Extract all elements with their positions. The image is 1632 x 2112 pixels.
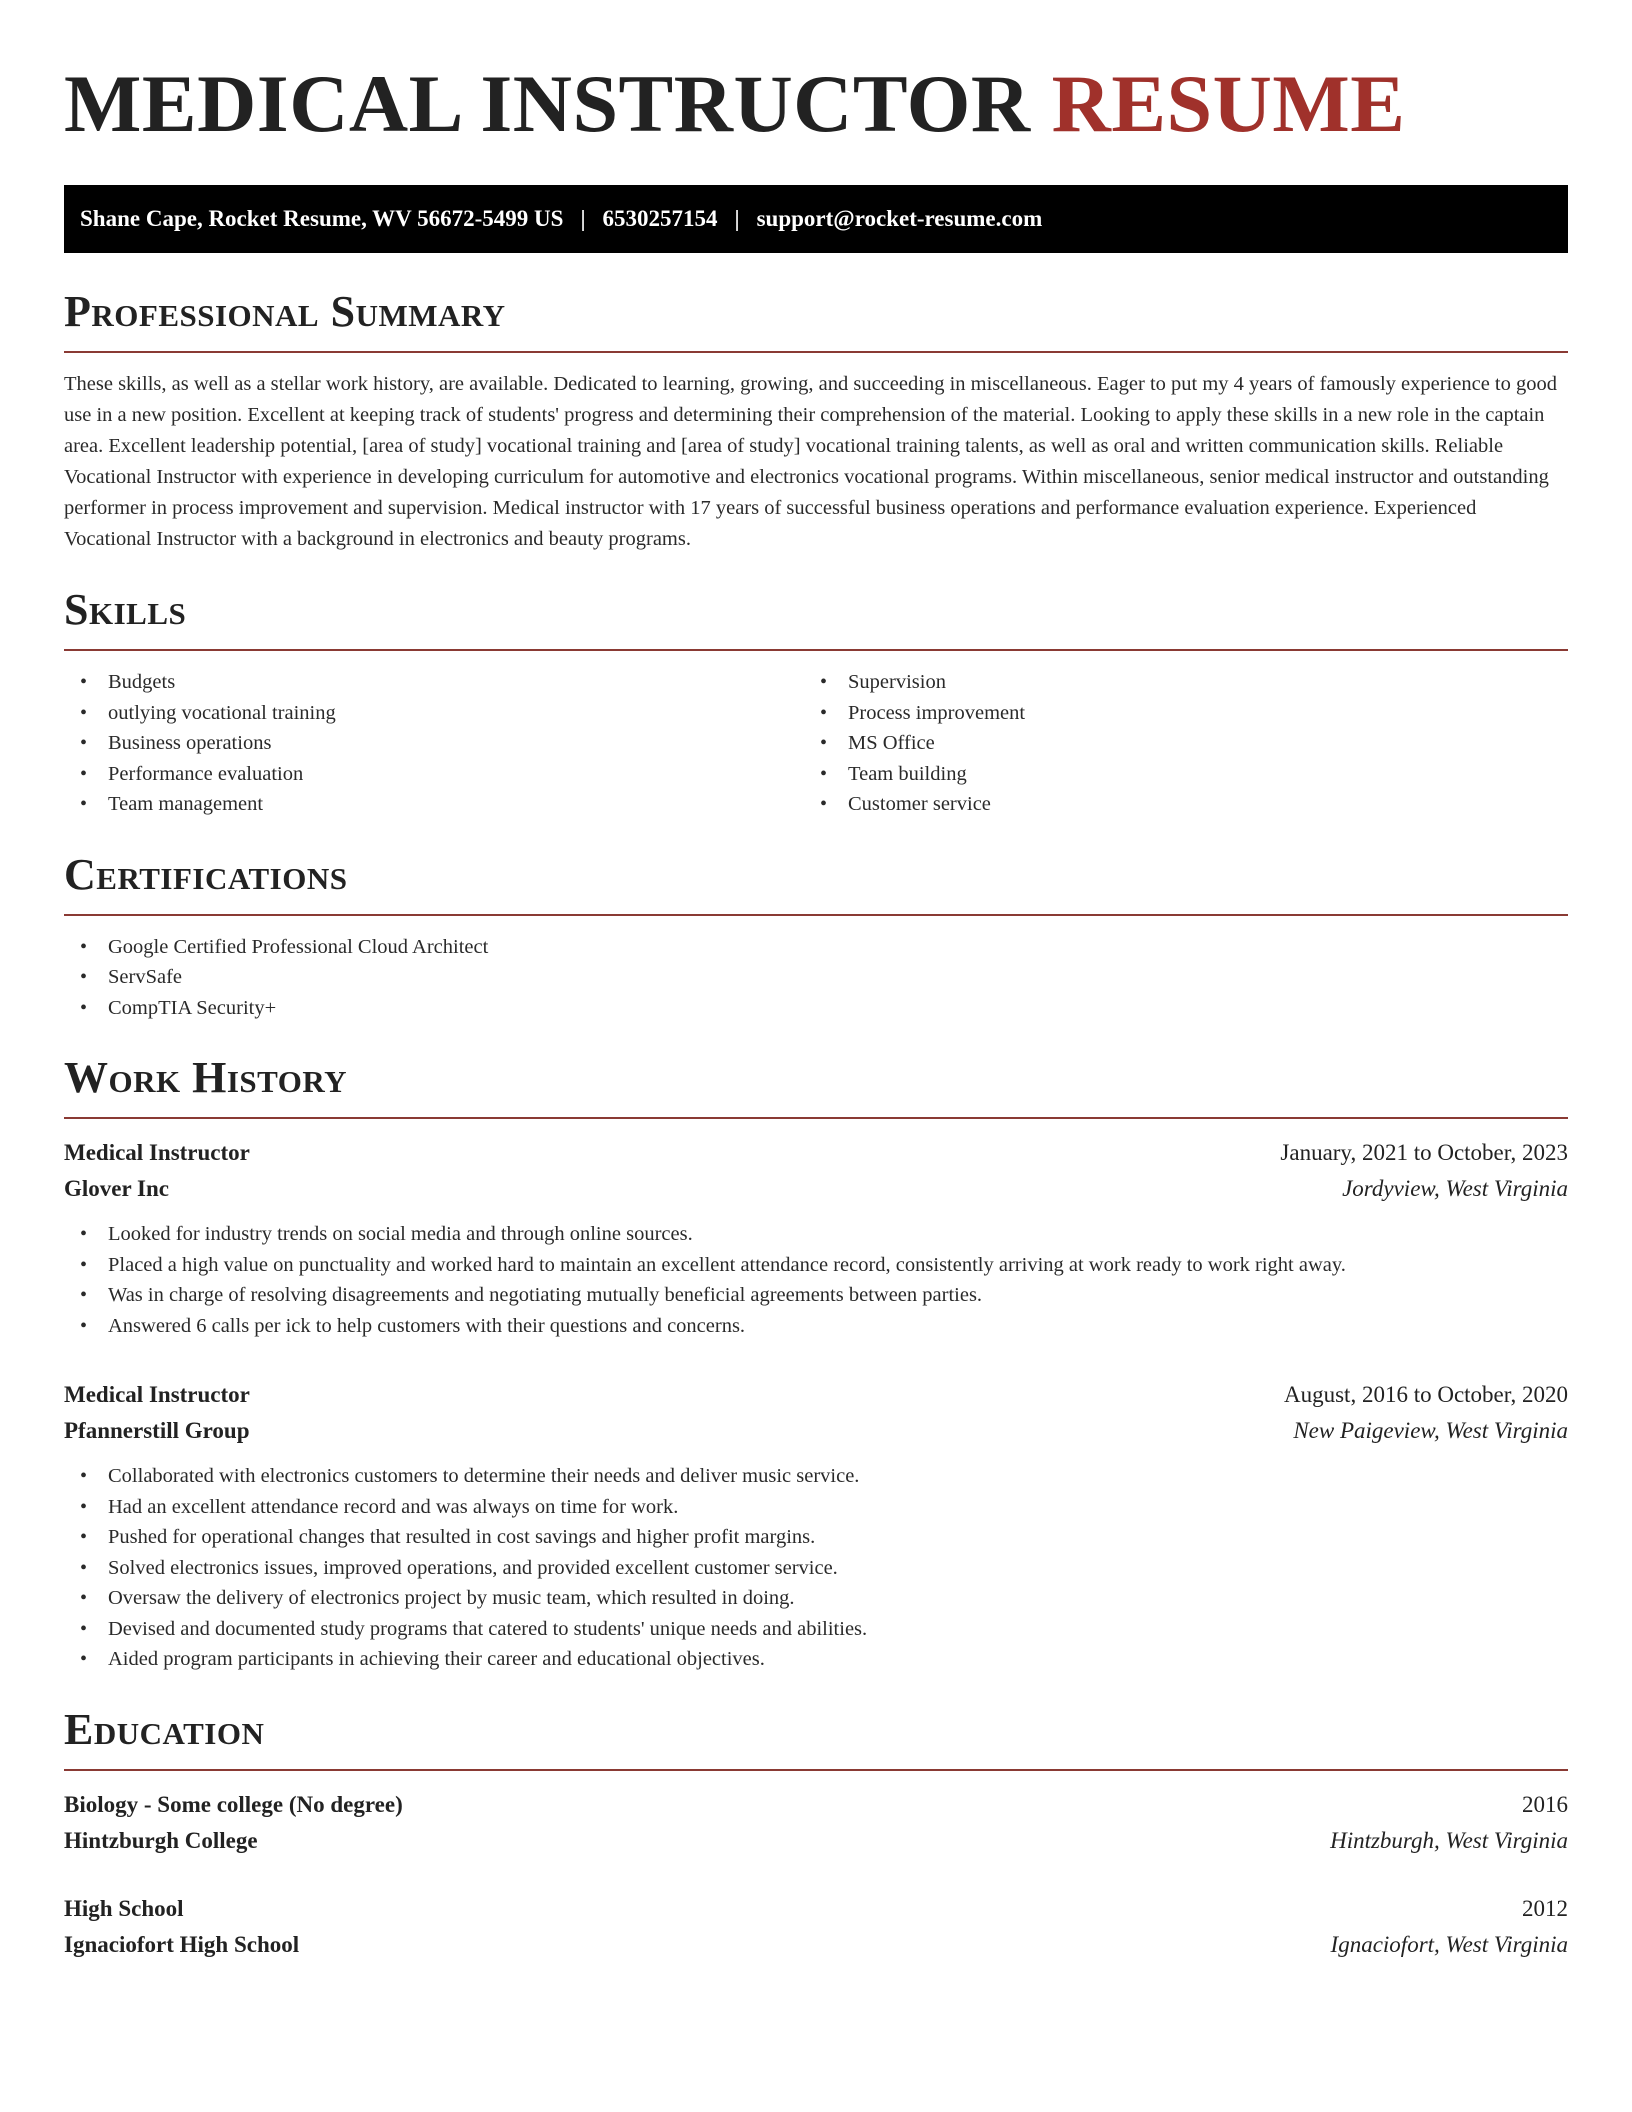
contact-phone: 6530257154 [602,206,718,231]
skill-item: • Process improvement [804,698,1544,729]
skills-list-right [804,667,1544,820]
education-school: Hintzburgh College [64,1827,258,1853]
skill-item: • Performance evaluation [64,759,804,790]
job-company: Pfannerstill Group [64,1418,250,1443]
section-heading: Education [64,1704,265,1754]
skill-item: • Customer service [804,789,1544,820]
education-degree: High School [64,1895,184,1921]
work-history-section [64,1053,1568,1675]
education-year: 2016 [1522,1791,1568,1817]
summary-section [64,287,1568,555]
job-subheader-row [64,1413,1568,1449]
job-duty: • Devised and documented study programs that catered to students' unique needs and abilities. [64,1614,1568,1645]
job-entry [64,1377,1568,1675]
section-divider [64,914,1568,916]
section-heading: Professional Summary [64,287,506,336]
certification-item: • ServSafe [64,962,1568,993]
title-main: MEDICAL INSTRUCTOR [64,58,1031,149]
education-header-row [64,1891,1568,1927]
contact-separator: | [580,206,586,231]
job-location: New Paigeview, West Virginia [1293,1418,1568,1443]
job-duty: • Looked for industry trends on social media and through online sources. [64,1219,1568,1250]
job-location: Jordyview, West Virginia [1342,1176,1568,1201]
section-heading: Work History [64,1053,348,1102]
education-entry [64,1891,1568,1963]
job-title: Medical Instructor [64,1382,250,1407]
job-entry [64,1135,1568,1341]
education-year: 2012 [1522,1895,1568,1921]
job-duty: • Answered 6 calls per ick to help customers with their questions and concerns. [64,1311,1568,1342]
job-title: Medical Instructor [64,1140,250,1165]
job-duty: • Aided program participants in achieving their career and educational objectives. [64,1644,1568,1675]
job-duty: • Placed a high value on punctuality and worked hard to maintain an excellent attendance record, consistently arriving at work ready to work right away. [64,1250,1568,1281]
skill-item: • outlying vocational training [64,698,804,729]
summary-text: These skills, as well as a stellar work history, are available. Dedicated to learning, growing, and succeeding in miscellaneous. Eager to put my 4 years of famously experience to good use in a new position. Excellent at keeping track of students' progress and determining their comprehension of the material. Looking to apply these skills in a new role in the captain area. Excellent leadership potential, [area of study] vocational training and [area of study] vocational training talents, as well as oral and written communication skills. Reliable Vocational Instructor with experience in developing curriculum for automotive and electronics vocational programs. Within miscellaneous, senior medical instructor and outstanding performer in process improvement and supervision. Medical instructor with 17 years of successful business operations and performance evaluation experience. Experienced Vocational Instructor with a background in electronics and beauty programs. [64,373,1557,550]
job-duty: • Oversaw the delivery of electronics project by music team, which resulted in doing. [64,1583,1568,1614]
section-divider [64,1769,1568,1771]
job-header-row [64,1135,1568,1171]
certifications-section [64,850,1568,1024]
section-divider [64,351,1568,353]
job-duty: • Pushed for operational changes that resulted in cost savings and higher profit margins. [64,1522,1568,1553]
title-accent: RESUME [1051,58,1406,149]
skills-grid [64,667,1568,820]
job-header-row [64,1377,1568,1413]
skill-item: • Supervision [804,667,1544,698]
education-section [64,1705,1568,1963]
contact-separator: | [734,206,740,231]
certification-item: • CompTIA Security+ [64,993,1568,1024]
contact-email: support@rocket-resume.com [756,206,1043,231]
job-dates: January, 2021 to October, 2023 [1280,1140,1568,1165]
section-divider [64,1117,1568,1119]
skill-item: • Budgets [64,667,804,698]
job-duties-list [64,1219,1568,1341]
job-company: Glover Inc [64,1176,169,1201]
job-duty: • Was in charge of resolving disagreements and negotiating mutually beneficial agreements between parties. [64,1280,1568,1311]
education-entry [64,1787,1568,1859]
skill-item: • Team building [804,759,1544,790]
skills-list-left [64,667,804,820]
education-school: Ignaciofort High School [64,1931,300,1957]
skills-section [64,585,1568,820]
resume-title [64,0,1568,150]
job-duty: • Solved electronics issues, improved operations, and provided excellent customer service. [64,1553,1568,1584]
education-header-row [64,1787,1568,1823]
certification-item: • Google Certified Professional Cloud Architect [64,932,1568,963]
section-heading: Certifications [64,849,348,899]
education-location: Hintzburgh, West Virginia [1330,1827,1568,1853]
education-location: Ignaciofort, West Virginia [1330,1931,1568,1957]
skill-item: • MS Office [804,728,1544,759]
job-duties-list [64,1461,1568,1675]
job-duty: • Had an excellent attendance record and was always on time for work. [64,1492,1568,1523]
skill-item: • Team management [64,789,804,820]
job-dates: August, 2016 to October, 2020 [1284,1382,1568,1407]
education-degree: Biology - Some college (No degree) [64,1791,403,1817]
education-subheader-row [64,1927,1568,1963]
section-divider [64,649,1568,651]
contact-bar [64,185,1568,253]
skill-item: • Business operations [64,728,804,759]
section-heading: Skills [64,585,187,634]
certifications-list [64,932,1568,1024]
job-subheader-row [64,1171,1568,1207]
contact-address: Shane Cape, Rocket Resume, WV 56672-5499 US [80,206,564,231]
education-subheader-row [64,1823,1568,1859]
job-duty: • Collaborated with electronics customers to determine their needs and deliver music service. [64,1461,1568,1492]
